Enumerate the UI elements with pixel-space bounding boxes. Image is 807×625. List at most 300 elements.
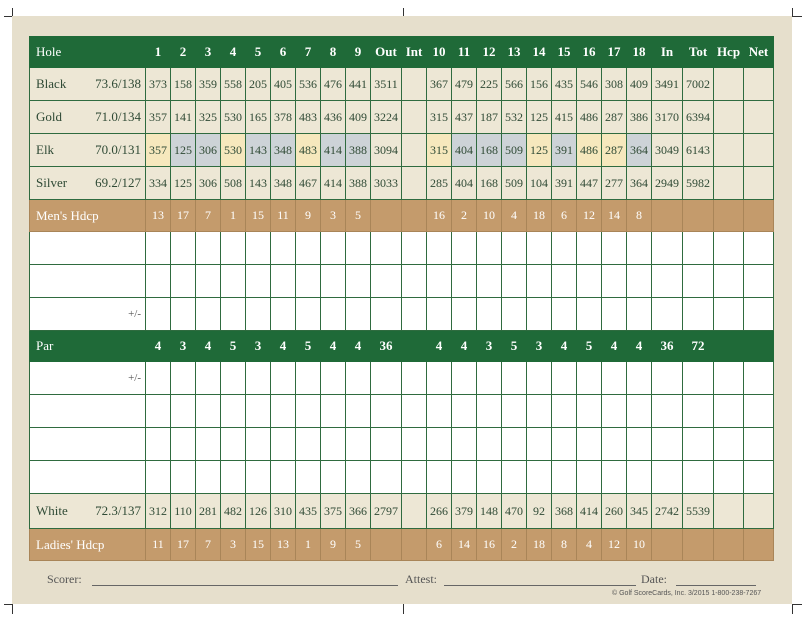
player-row-2-score-cell[interactable] bbox=[627, 265, 652, 298]
player-row-3-score-cell[interactable] bbox=[477, 395, 502, 428]
ladies-hdcp-1: 11 bbox=[146, 529, 171, 561]
mens-hdcp-3: 7 bbox=[196, 200, 221, 232]
plus-minus-row-2-score-cell[interactable] bbox=[146, 362, 171, 395]
par-hole-7: 5 bbox=[296, 331, 321, 362]
player-row-2-score-cell[interactable] bbox=[271, 265, 296, 298]
tee-white-hole-1: 312 bbox=[146, 494, 171, 529]
player-row-2-score-cell[interactable] bbox=[296, 265, 321, 298]
player-row-5-score-cell[interactable] bbox=[552, 461, 577, 494]
tee-white-hole-8: 375 bbox=[321, 494, 346, 529]
player-row-4-score-cell[interactable] bbox=[246, 428, 271, 461]
printer-credit: © Golf ScoreCards, Inc. 3/2015 1-800-238-7267 bbox=[612, 590, 762, 597]
player-row-1-score-cell[interactable] bbox=[296, 232, 321, 265]
plus-minus-row-2-score-cell[interactable] bbox=[171, 362, 196, 395]
tee-white-hole-4: 482 bbox=[221, 494, 246, 529]
mens-hdcp-14: 18 bbox=[527, 200, 552, 232]
net-header: Net bbox=[744, 37, 774, 68]
player-row-3-score-cell[interactable] bbox=[321, 395, 346, 428]
plus-minus-row-1-score-cell[interactable] bbox=[477, 298, 502, 331]
player-row-1-score-cell[interactable] bbox=[577, 232, 602, 265]
plus-minus-row-2-score-cell[interactable] bbox=[221, 362, 246, 395]
player-row-4-score-cell[interactable] bbox=[371, 428, 402, 461]
tee-silver-hole-16: 447 bbox=[577, 167, 602, 200]
plus-minus-row-2-score-cell[interactable] bbox=[552, 362, 577, 395]
player-row-4-score-cell[interactable] bbox=[627, 428, 652, 461]
plus-minus-row-2-score-cell[interactable] bbox=[321, 362, 346, 395]
plus-minus-row-1-score-cell[interactable] bbox=[271, 298, 296, 331]
tee-elk-hole-15: 391 bbox=[552, 134, 577, 167]
player-row-2-score-cell[interactable] bbox=[577, 265, 602, 298]
player-row-4-score-cell[interactable] bbox=[196, 428, 221, 461]
player-row-2-score-cell[interactable] bbox=[683, 265, 714, 298]
plus-minus-row-1-score-cell[interactable] bbox=[552, 298, 577, 331]
tee-silver-hole-8: 414 bbox=[321, 167, 346, 200]
attest-label: Attest: bbox=[405, 572, 437, 586]
mens-hdcp-2: 17 bbox=[171, 200, 196, 232]
mens-hdcp-label: Men's Hdcp bbox=[30, 200, 146, 232]
player-row-3-score-cell[interactable] bbox=[602, 395, 627, 428]
player-row-5-score-cell[interactable] bbox=[196, 461, 221, 494]
player-row-3-score-cell[interactable] bbox=[427, 395, 452, 428]
player-row-3-score-cell[interactable] bbox=[452, 395, 477, 428]
tee-silver-hole-14: 104 bbox=[527, 167, 552, 200]
player-row-4-score-cell[interactable] bbox=[683, 428, 714, 461]
plus-minus-row-1-score-cell[interactable] bbox=[321, 298, 346, 331]
plus-minus-row-1-score-cell[interactable] bbox=[452, 298, 477, 331]
plus-minus-row-2-score-cell[interactable] bbox=[683, 362, 714, 395]
mens-hdcp-6: 11 bbox=[271, 200, 296, 232]
tee-elk-name: Elk bbox=[36, 142, 55, 157]
plus-minus-row-1-score-cell[interactable] bbox=[652, 298, 683, 331]
in-header: In bbox=[652, 37, 683, 68]
player-row-4-score-cell[interactable] bbox=[171, 428, 196, 461]
mens-hdcp-empty bbox=[744, 200, 774, 232]
player-row-3-score-cell[interactable] bbox=[371, 395, 402, 428]
plus-minus-row-2-score-cell[interactable] bbox=[744, 362, 774, 395]
tee-elk-int bbox=[402, 134, 427, 167]
player-row-5-score-cell[interactable] bbox=[221, 461, 246, 494]
plus-minus-row-1-score-cell[interactable] bbox=[527, 298, 552, 331]
tee-black-hole-10: 367 bbox=[427, 68, 452, 101]
tee-black-net bbox=[744, 68, 774, 101]
player-row-5-score-cell[interactable] bbox=[321, 461, 346, 494]
ladies-hdcp-15: 8 bbox=[552, 529, 577, 561]
player-row-3-score-cell[interactable] bbox=[652, 395, 683, 428]
player-row-3-player-name[interactable] bbox=[30, 395, 146, 428]
tee-white-hole-7: 435 bbox=[296, 494, 321, 529]
player-row-5-score-cell[interactable] bbox=[577, 461, 602, 494]
plus-minus-row-1-score-cell[interactable] bbox=[683, 298, 714, 331]
plus-minus-row-1-score-cell[interactable] bbox=[502, 298, 527, 331]
player-row-4-score-cell[interactable] bbox=[321, 428, 346, 461]
hole-number-8: 8 bbox=[321, 37, 346, 68]
player-row-5-score-cell[interactable] bbox=[146, 461, 171, 494]
plus-minus-row-1-score-cell[interactable] bbox=[196, 298, 221, 331]
player-row-3-score-cell[interactable] bbox=[683, 395, 714, 428]
par-hole-3: 4 bbox=[196, 331, 221, 362]
tee-elk-hole-10: 315 bbox=[427, 134, 452, 167]
player-row-1-score-cell[interactable] bbox=[714, 232, 744, 265]
player-row-1-score-cell[interactable] bbox=[271, 232, 296, 265]
player-row-5-score-cell[interactable] bbox=[371, 461, 402, 494]
player-row-5-score-cell[interactable] bbox=[296, 461, 321, 494]
plus-minus-row-1-score-cell[interactable] bbox=[402, 298, 427, 331]
player-row-4-score-cell[interactable] bbox=[221, 428, 246, 461]
tee-silver-hole-12: 168 bbox=[477, 167, 502, 200]
scorer-field[interactable] bbox=[92, 585, 398, 586]
tee-black-hole-13: 566 bbox=[502, 68, 527, 101]
player-row-1-score-cell[interactable] bbox=[146, 232, 171, 265]
tee-gold-hole-1: 357 bbox=[146, 101, 171, 134]
par-hole-8: 4 bbox=[321, 331, 346, 362]
mens-hdcp-int bbox=[402, 200, 427, 232]
plus-minus-row-1-score-cell[interactable] bbox=[171, 298, 196, 331]
hole-number-2: 2 bbox=[171, 37, 196, 68]
player-row-3-score-cell[interactable] bbox=[714, 395, 744, 428]
plus-minus-row-1-score-cell[interactable] bbox=[744, 298, 774, 331]
plus-minus-row-1-score-cell[interactable] bbox=[146, 298, 171, 331]
par-hole-15: 4 bbox=[552, 331, 577, 362]
player-row-2-score-cell[interactable] bbox=[427, 265, 452, 298]
tee-white-tot: 5539 bbox=[683, 494, 714, 529]
plus-minus-row-2-score-cell[interactable] bbox=[627, 362, 652, 395]
player-row-2-score-cell[interactable] bbox=[502, 265, 527, 298]
player-row-1-score-cell[interactable] bbox=[527, 232, 552, 265]
ladies-hdcp-14: 18 bbox=[527, 529, 552, 561]
player-row-1-score-cell[interactable] bbox=[402, 232, 427, 265]
plus-minus-row-2-score-cell[interactable] bbox=[477, 362, 502, 395]
tee-gold-tot: 6394 bbox=[683, 101, 714, 134]
tee-gold-hole-7: 483 bbox=[296, 101, 321, 134]
plus-minus-row-1-score-cell[interactable] bbox=[221, 298, 246, 331]
tot-header: Tot bbox=[683, 37, 714, 68]
plus-minus-row-2-player-name[interactable]: +/- bbox=[30, 362, 146, 395]
player-row-2-score-cell[interactable] bbox=[146, 265, 171, 298]
scorecard-table bbox=[29, 36, 774, 561]
player-row-3-score-cell[interactable] bbox=[346, 395, 371, 428]
tee-gold-hole-14: 125 bbox=[527, 101, 552, 134]
tee-silver-hole-9: 388 bbox=[346, 167, 371, 200]
player-row-1-score-cell[interactable] bbox=[371, 232, 402, 265]
hole-number-6: 6 bbox=[271, 37, 296, 68]
par-hole-9: 4 bbox=[346, 331, 371, 362]
player-row-4-score-cell[interactable] bbox=[452, 428, 477, 461]
player-row-1-score-cell[interactable] bbox=[171, 232, 196, 265]
tee-elk-hole-3: 306 bbox=[196, 134, 221, 167]
player-row-2-player-name[interactable] bbox=[30, 265, 146, 298]
tee-white-hole-17: 260 bbox=[602, 494, 627, 529]
par-hole-17: 4 bbox=[602, 331, 627, 362]
plus-minus-row-2-score-cell[interactable] bbox=[402, 362, 427, 395]
plus-minus-row-1-score-cell[interactable] bbox=[602, 298, 627, 331]
player-row-3-score-cell[interactable] bbox=[221, 395, 246, 428]
player-row-2-score-cell[interactable] bbox=[371, 265, 402, 298]
tee-elk-out: 3094 bbox=[371, 134, 402, 167]
ladies-hdcp-18: 10 bbox=[627, 529, 652, 561]
player-row-1-score-cell[interactable] bbox=[321, 232, 346, 265]
tee-black-label bbox=[30, 68, 146, 101]
player-row-5-player-name[interactable] bbox=[30, 461, 146, 494]
plus-minus-row-1-score-cell[interactable] bbox=[627, 298, 652, 331]
tee-black-hole-2: 158 bbox=[171, 68, 196, 101]
player-row-4-score-cell[interactable] bbox=[527, 428, 552, 461]
plus-minus-row-2-score-cell[interactable] bbox=[371, 362, 402, 395]
plus-minus-row-2-score-cell[interactable] bbox=[346, 362, 371, 395]
plus-minus-row-2-score-cell[interactable] bbox=[652, 362, 683, 395]
plus-minus-row-2-score-cell[interactable] bbox=[296, 362, 321, 395]
plus-minus-row-2-score-cell[interactable] bbox=[502, 362, 527, 395]
plus-minus-row-1-score-cell[interactable] bbox=[346, 298, 371, 331]
player-row-3-score-cell[interactable] bbox=[502, 395, 527, 428]
player-row-1-score-cell[interactable] bbox=[627, 232, 652, 265]
player-row-2-score-cell[interactable] bbox=[402, 265, 427, 298]
player-row-2-score-cell[interactable] bbox=[221, 265, 246, 298]
tee-black-hole-1: 373 bbox=[146, 68, 171, 101]
plus-minus-row-1-score-cell[interactable] bbox=[296, 298, 321, 331]
plus-minus-row-2-score-cell[interactable] bbox=[246, 362, 271, 395]
player-row-5-score-cell[interactable] bbox=[502, 461, 527, 494]
player-row-3-score-cell[interactable] bbox=[246, 395, 271, 428]
player-row-4-score-cell[interactable] bbox=[552, 428, 577, 461]
hole-number-11: 11 bbox=[452, 37, 477, 68]
plus-minus-row-2-score-cell[interactable] bbox=[714, 362, 744, 395]
player-row-5-score-cell[interactable] bbox=[346, 461, 371, 494]
tee-black-hole-9: 441 bbox=[346, 68, 371, 101]
player-row-5-score-cell[interactable] bbox=[744, 461, 774, 494]
player-row-1-player-name[interactable] bbox=[30, 232, 146, 265]
tee-elk-tot: 6143 bbox=[683, 134, 714, 167]
tee-black-hole-17: 308 bbox=[602, 68, 627, 101]
player-row-3-score-cell[interactable] bbox=[146, 395, 171, 428]
tee-black-hcp bbox=[714, 68, 744, 101]
player-row-2-score-cell[interactable] bbox=[744, 265, 774, 298]
player-row-3-score-cell[interactable] bbox=[402, 395, 427, 428]
player-row-1-score-cell[interactable] bbox=[602, 232, 627, 265]
player-row-3-score-cell[interactable] bbox=[171, 395, 196, 428]
plus-minus-row-1-score-cell[interactable] bbox=[427, 298, 452, 331]
tee-silver-hole-2: 125 bbox=[171, 167, 196, 200]
plus-minus-row-2-score-cell[interactable] bbox=[271, 362, 296, 395]
plus-minus-row-2-score-cell[interactable] bbox=[452, 362, 477, 395]
hole-number-10: 10 bbox=[427, 37, 452, 68]
tee-silver-rating: 69.2/127 bbox=[95, 175, 141, 190]
tee-silver-hole-7: 467 bbox=[296, 167, 321, 200]
player-row-3-score-cell[interactable] bbox=[577, 395, 602, 428]
tee-elk-hole-13: 509 bbox=[502, 134, 527, 167]
player-row-5-score-cell[interactable] bbox=[714, 461, 744, 494]
player-row-4-score-cell[interactable] bbox=[714, 428, 744, 461]
plus-minus-row-1-score-cell[interactable] bbox=[246, 298, 271, 331]
player-row-2-score-cell[interactable] bbox=[552, 265, 577, 298]
player-row-2-score-cell[interactable] bbox=[346, 265, 371, 298]
player-row-2-score-cell[interactable] bbox=[652, 265, 683, 298]
player-row-1-score-cell[interactable] bbox=[552, 232, 577, 265]
player-row-3-score-cell[interactable] bbox=[271, 395, 296, 428]
player-row-2-score-cell[interactable] bbox=[452, 265, 477, 298]
player-row-2-score-cell[interactable] bbox=[321, 265, 346, 298]
tee-white-rating: 72.3/137 bbox=[95, 503, 141, 518]
player-row-1-score-cell[interactable] bbox=[221, 232, 246, 265]
tee-black-hole-18: 409 bbox=[627, 68, 652, 101]
player-row-3-score-cell[interactable] bbox=[527, 395, 552, 428]
player-row-5-score-cell[interactable] bbox=[477, 461, 502, 494]
scorer-label: Scorer: bbox=[47, 572, 82, 586]
player-row-5-score-cell[interactable] bbox=[171, 461, 196, 494]
player-row-3-score-cell[interactable] bbox=[744, 395, 774, 428]
player-row-1-score-cell[interactable] bbox=[652, 232, 683, 265]
player-row-5-score-cell[interactable] bbox=[652, 461, 683, 494]
ladies-hdcp-label: Ladies' Hdcp bbox=[30, 529, 146, 561]
player-row-5-score-cell[interactable] bbox=[627, 461, 652, 494]
tee-white-in: 2742 bbox=[652, 494, 683, 529]
tee-white-hole-6: 310 bbox=[271, 494, 296, 529]
player-row-4-score-cell[interactable] bbox=[427, 428, 452, 461]
tee-gold-hole-8: 436 bbox=[321, 101, 346, 134]
player-row-3-score-cell[interactable] bbox=[296, 395, 321, 428]
tee-gold-hole-6: 378 bbox=[271, 101, 296, 134]
player-row-4-score-cell[interactable] bbox=[652, 428, 683, 461]
player-row-4-score-cell[interactable] bbox=[744, 428, 774, 461]
player-row-3-score-cell[interactable] bbox=[552, 395, 577, 428]
player-row-2-score-cell[interactable] bbox=[602, 265, 627, 298]
par-hole-18: 4 bbox=[627, 331, 652, 362]
tee-gold-hole-3: 325 bbox=[196, 101, 221, 134]
tee-black-hole-11: 479 bbox=[452, 68, 477, 101]
out-header: Out bbox=[371, 37, 402, 68]
player-row-2-score-cell[interactable] bbox=[527, 265, 552, 298]
tee-white-int bbox=[402, 494, 427, 529]
ladies-hdcp-12: 16 bbox=[477, 529, 502, 561]
tee-silver-hole-1: 334 bbox=[146, 167, 171, 200]
tee-silver-out: 3033 bbox=[371, 167, 402, 200]
date-field[interactable] bbox=[676, 585, 756, 586]
tee-silver-hole-10: 285 bbox=[427, 167, 452, 200]
player-row-2-score-cell[interactable] bbox=[246, 265, 271, 298]
ladies-hdcp-int bbox=[402, 529, 427, 561]
hole-number-7: 7 bbox=[296, 37, 321, 68]
mens-hdcp-11: 2 bbox=[452, 200, 477, 232]
player-row-1-score-cell[interactable] bbox=[744, 232, 774, 265]
hcp-header: Hcp bbox=[714, 37, 744, 68]
tee-gold-int bbox=[402, 101, 427, 134]
mens-hdcp-10: 16 bbox=[427, 200, 452, 232]
plus-minus-row-2-score-cell[interactable] bbox=[527, 362, 552, 395]
tee-gold-hole-5: 165 bbox=[246, 101, 271, 134]
player-row-4-score-cell[interactable] bbox=[296, 428, 321, 461]
player-row-5-score-cell[interactable] bbox=[452, 461, 477, 494]
player-row-5-score-cell[interactable] bbox=[402, 461, 427, 494]
tee-black-in: 3491 bbox=[652, 68, 683, 101]
player-row-1-score-cell[interactable] bbox=[196, 232, 221, 265]
player-row-1-score-cell[interactable] bbox=[477, 232, 502, 265]
tee-white-hole-15: 368 bbox=[552, 494, 577, 529]
header-row bbox=[30, 37, 774, 68]
ladies-hdcp-13: 2 bbox=[502, 529, 527, 561]
tee-gold-hole-17: 287 bbox=[602, 101, 627, 134]
player-row-4-score-cell[interactable] bbox=[477, 428, 502, 461]
player-row-2 bbox=[30, 265, 774, 298]
plus-minus-row-2-score-cell[interactable] bbox=[427, 362, 452, 395]
par-hole-11: 4 bbox=[452, 331, 477, 362]
player-row-1-score-cell[interactable] bbox=[346, 232, 371, 265]
player-row-1-score-cell[interactable] bbox=[452, 232, 477, 265]
plus-minus-row-2-score-cell[interactable] bbox=[196, 362, 221, 395]
player-row-4-score-cell[interactable] bbox=[402, 428, 427, 461]
tee-white-hole-11: 379 bbox=[452, 494, 477, 529]
player-row-1-score-cell[interactable] bbox=[683, 232, 714, 265]
hole-number-5: 5 bbox=[246, 37, 271, 68]
tee-black-rating: 73.6/138 bbox=[95, 76, 141, 91]
tee-silver-name: Silver bbox=[36, 175, 68, 190]
player-row-1-score-cell[interactable] bbox=[427, 232, 452, 265]
par-hcp bbox=[714, 331, 744, 362]
player-row-2-score-cell[interactable] bbox=[171, 265, 196, 298]
attest-field[interactable] bbox=[444, 585, 636, 586]
player-row-5-score-cell[interactable] bbox=[427, 461, 452, 494]
mens-hdcp-empty bbox=[714, 200, 744, 232]
tee-elk-hole-1: 357 bbox=[146, 134, 171, 167]
tee-white-out: 2797 bbox=[371, 494, 402, 529]
hole-number-9: 9 bbox=[346, 37, 371, 68]
tee-gold-hole-16: 486 bbox=[577, 101, 602, 134]
player-row-5-score-cell[interactable] bbox=[271, 461, 296, 494]
ladies-hdcp-8: 9 bbox=[321, 529, 346, 561]
tee-black-hole-12: 225 bbox=[477, 68, 502, 101]
player-row-5-score-cell[interactable] bbox=[683, 461, 714, 494]
player-row-5-score-cell[interactable] bbox=[246, 461, 271, 494]
plus-minus-row-2-score-cell[interactable] bbox=[602, 362, 627, 395]
player-row-2-score-cell[interactable] bbox=[477, 265, 502, 298]
player-row-4-score-cell[interactable] bbox=[146, 428, 171, 461]
tee-elk-hole-12: 168 bbox=[477, 134, 502, 167]
tee-silver-hole-18: 364 bbox=[627, 167, 652, 200]
player-row-1-score-cell[interactable] bbox=[502, 232, 527, 265]
plus-minus-row-1-score-cell[interactable] bbox=[577, 298, 602, 331]
player-row-2-score-cell[interactable] bbox=[196, 265, 221, 298]
player-row-5-score-cell[interactable] bbox=[527, 461, 552, 494]
par-row bbox=[30, 331, 774, 362]
player-row-4-score-cell[interactable] bbox=[271, 428, 296, 461]
player-row-4-score-cell[interactable] bbox=[502, 428, 527, 461]
tee-elk-hole-17: 287 bbox=[602, 134, 627, 167]
player-row-4-player-name[interactable] bbox=[30, 428, 146, 461]
player-row-5-score-cell[interactable] bbox=[602, 461, 627, 494]
tee-elk-in: 3049 bbox=[652, 134, 683, 167]
tee-black-hole-15: 435 bbox=[552, 68, 577, 101]
player-row-3-score-cell[interactable] bbox=[196, 395, 221, 428]
plus-minus-row-1-score-cell[interactable] bbox=[371, 298, 402, 331]
player-row-4-score-cell[interactable] bbox=[602, 428, 627, 461]
player-row-1-score-cell[interactable] bbox=[246, 232, 271, 265]
tee-gold-in: 3170 bbox=[652, 101, 683, 134]
tee-elk-hole-9: 388 bbox=[346, 134, 371, 167]
player-row-4-score-cell[interactable] bbox=[577, 428, 602, 461]
tee-row-white bbox=[30, 494, 774, 529]
player-row-4-score-cell[interactable] bbox=[346, 428, 371, 461]
tee-silver-hole-5: 143 bbox=[246, 167, 271, 200]
mens-hdcp-row bbox=[30, 200, 774, 232]
par-hole-4: 5 bbox=[221, 331, 246, 362]
player-row-2-score-cell[interactable] bbox=[714, 265, 744, 298]
player-row-3-score-cell[interactable] bbox=[627, 395, 652, 428]
tee-gold-hole-9: 409 bbox=[346, 101, 371, 134]
plus-minus-row-1-score-cell[interactable] bbox=[714, 298, 744, 331]
plus-minus-row-1-player-name[interactable]: +/- bbox=[30, 298, 146, 331]
plus-minus-row-2-score-cell[interactable] bbox=[577, 362, 602, 395]
tee-gold-rating: 71.0/134 bbox=[95, 109, 141, 124]
mens-hdcp-empty bbox=[683, 200, 714, 232]
tee-silver-hole-15: 391 bbox=[552, 167, 577, 200]
